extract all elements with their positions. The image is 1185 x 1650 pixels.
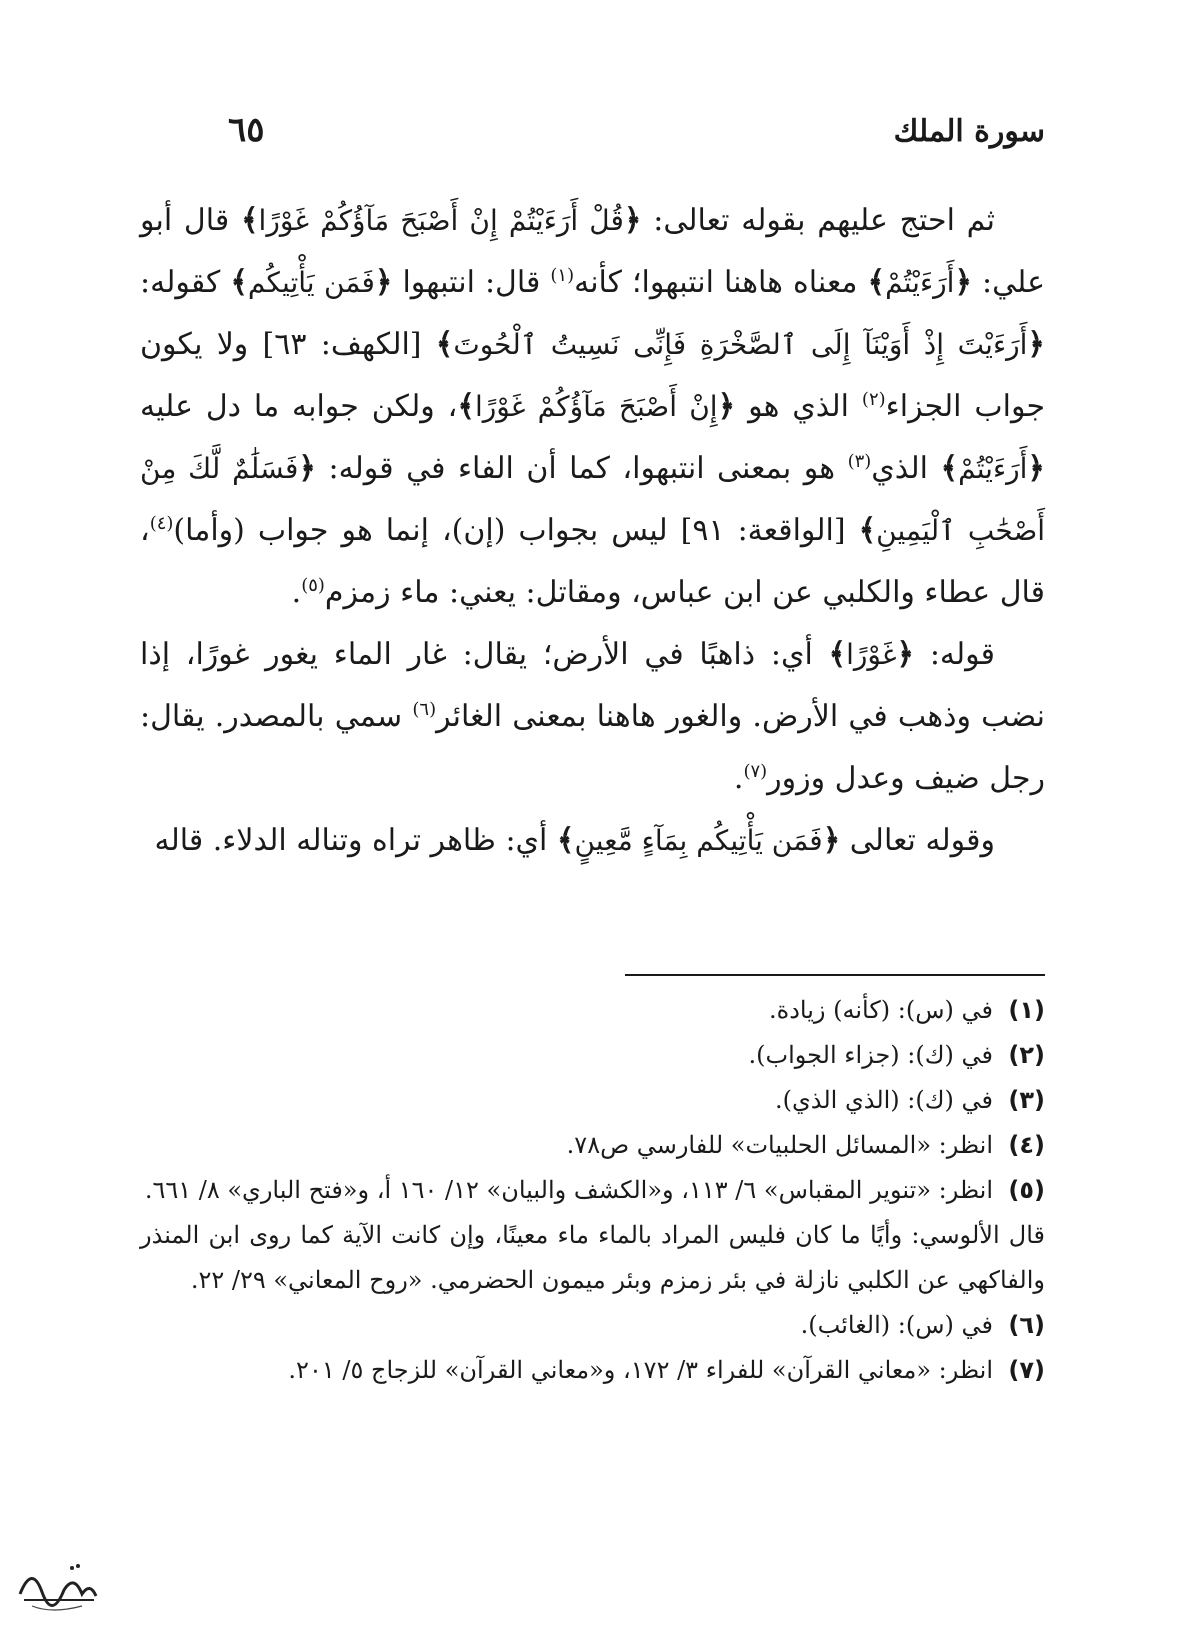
quran-bracket-close: ﴾ [556, 823, 575, 858]
quran-bracket-open: ﴿ [954, 265, 973, 300]
quran-verse: أَرَءَيْتُمْ [885, 266, 955, 299]
quran-verse: غَوْرًا [846, 638, 897, 671]
quran-verse: فَمَن يَأْتِيكُم [247, 266, 375, 299]
quran-bracket-close: ﴾ [435, 327, 454, 362]
text-run: قوله: [914, 637, 995, 672]
quran-bracket-close: ﴾ [240, 203, 259, 238]
footnote-5 [140, 1168, 1045, 1213]
text-run: ، ولكن جوابه ما دل عليه [140, 389, 458, 424]
text-run: معناه هاهنا انتبهوا؛ كأنه [574, 265, 868, 300]
footnotes [140, 988, 1045, 1393]
text-run: أي: ذاهبًا في الأرض؛ يقال: غار الماء يغور غورًا، إذا نضب وذهب في الأرض. والغور هاهنا بمعنى الغائر [140, 637, 1045, 734]
text-run: ثم احتج عليهم بقوله تعالى: [641, 203, 995, 238]
paragraph-2 [140, 624, 1045, 810]
quran-bracket-close: ﴾ [828, 637, 847, 672]
footnote-number: (١) [1008, 996, 1045, 1024]
text-run: . [291, 575, 302, 610]
footnote-2 [140, 1033, 1045, 1078]
footnote-text: في (ك): (جزاء الجواب). [748, 1041, 993, 1069]
footnote-number: (٢) [1008, 1041, 1045, 1069]
quran-bracket-close: ﴾ [457, 389, 475, 424]
footnote-6 [140, 1303, 1045, 1348]
page-header [140, 108, 1045, 160]
quran-bracket-close: ﴾ [940, 451, 959, 486]
quran-verse: أَرَءَيْتَ إِذْ أَوَيْنَآ إِلَى ٱلصَّخْرَةِ فَإِنِّى نَسِيتُ ٱلْحُوتَ [453, 328, 1028, 361]
quran-bracket-open: ﴿ [1027, 327, 1045, 362]
quran-bracket-close: ﴾ [230, 265, 248, 300]
quran-verse: إِنْ أَصْبَحَ مَآؤُكُمْ غَوْرًا [474, 390, 718, 423]
quran-bracket-open: ﴿ [896, 637, 915, 672]
footnote-text: في (ك): (الذي الذي). [774, 1086, 993, 1114]
quran-verse: فَسَلَٰمٌ لَّكَ مِنْ أَصْحَٰبِ ٱلْيَمِينِ [140, 452, 1045, 547]
footnote-divider [625, 974, 1045, 976]
footnote-text: انظر: «المسائل الحلبيات» للفارسي ص٧٨. [566, 1131, 993, 1159]
text-run: [الواقعة: ٩١] ليس بجواب (إن)، إنما هو جواب (وأما) [173, 513, 859, 548]
paragraph-3 [140, 810, 1045, 872]
quran-verse: قُلْ أَرَءَيْتُمْ إِنْ أَصْبَحَ مَآؤُكُمْ غَوْرًا [258, 204, 624, 237]
footnote-ref[interactable]: (٥) [301, 575, 325, 596]
text-run: قال أبو علي: [140, 203, 1045, 300]
footnote-ref[interactable]: (٣) [847, 451, 872, 472]
footnote-ref[interactable]: (٤) [149, 513, 174, 534]
quran-verse: أَرَءَيْتُمْ [958, 452, 1028, 485]
footnote-text: في (س): (الغائب). [800, 1311, 993, 1339]
footnote-5-continuation: قال الألوسي: وأيًا ما كان فليس المراد بالماء ماء معينًا، وإن كانت الآية كما روى ابن المنذر والفاكهي عن الكلبي نازلة في بئر زمزم وبئر ميمون الحضرمي. «روح المعاني» ٢٩/ ٢٢. [140, 1221, 1045, 1294]
quran-bracket-open: ﴿ [717, 389, 736, 424]
footnote-number: (٦) [1008, 1311, 1045, 1339]
footnote-text: انظر: «معاني القرآن» للفراء ٣/ ١٧٢، و«معاني القرآن» للزجاج ٥/ ٢٠١. [288, 1356, 993, 1384]
quran-bracket-close: ﴾ [867, 265, 886, 300]
publisher-logo [12, 1554, 102, 1624]
footnote-number: (٤) [1008, 1131, 1045, 1159]
footnote-3 [140, 1078, 1045, 1123]
text-run: سمي بالمصدر. يقال: رجل ضيف وعدل وزور [140, 699, 1045, 796]
footnote-4 [140, 1123, 1045, 1168]
text-run: ، قال عطاء والكلبي عن ابن عباس، ومقاتل: يعني: ماء زمزم [140, 513, 1045, 610]
footnote-text: انظر: «تنوير المقباس» ٦/ ١١٣، و«الكشف والبيان» ١٢/ ١٦٠ أ، و«فتح الباري» ٨/ ٦٦١. [144, 1176, 993, 1204]
footnote-number: (٧) [1008, 1356, 1045, 1384]
footnote-number: (٣) [1008, 1086, 1045, 1114]
quran-bracket-open: ﴿ [374, 265, 393, 300]
text-run: وقوله تعالى [840, 823, 995, 858]
text-run: قال: انتبهوا [392, 265, 551, 300]
text-run: هو بمعنى انتبهوا، كما أن الفاء في قوله: [315, 451, 848, 486]
page-title: سورة الملك [893, 114, 1045, 149]
main-text [140, 190, 1045, 872]
text-run: أي: ظاهر تراه وتناله الدلاء. قاله [154, 823, 557, 858]
footnote-ref[interactable]: (٢) [861, 389, 886, 410]
footnote-ref[interactable]: (١) [550, 265, 575, 286]
quran-bracket-open: ﴿ [298, 451, 316, 486]
footnote-number: (٥) [1008, 1176, 1045, 1204]
footnote-text: في (س): (كأنه) زيادة. [769, 996, 993, 1024]
text-run: الذي [871, 451, 941, 486]
text-run: كقوله: [140, 265, 231, 300]
footnote-7 [140, 1348, 1045, 1393]
text-run: [الكهف: ٦٣] ولا يكون جواب الجزاء [140, 327, 1045, 424]
paragraph-1 [140, 190, 1045, 624]
quran-bracket-open: ﴿ [822, 823, 841, 858]
footnote-ref[interactable]: (٦) [412, 699, 437, 720]
quran-bracket-close: ﴾ [858, 513, 877, 548]
quran-verse: فَمَن يَأْتِيكُم بِمَآءٍ مَّعِينٍ [574, 824, 823, 857]
text-run: الذي هو [735, 389, 862, 424]
quran-bracket-open: ﴿ [1027, 451, 1045, 486]
footnote-ref[interactable]: (٧) [743, 761, 768, 782]
page-number: ٦٥ [228, 110, 265, 150]
quran-bracket-open: ﴿ [623, 203, 642, 238]
text-run: . [733, 761, 744, 796]
footnote-1 [140, 988, 1045, 1033]
